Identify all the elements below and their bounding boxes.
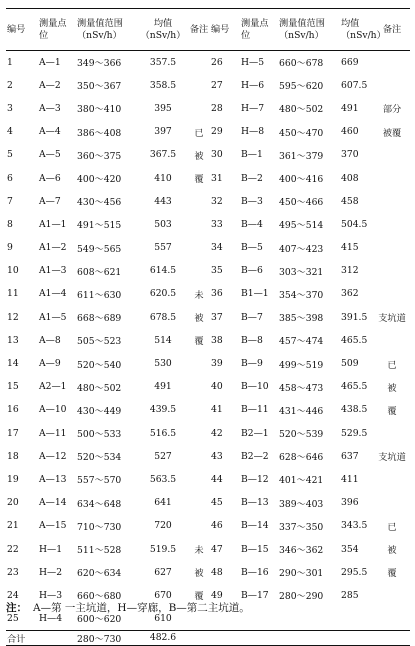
cell-point-left: A—13 [39,473,67,485]
cell-point-right: H—6 [241,79,265,91]
header-remark-right: 备注 [374,9,410,51]
cell-range-left: 660～680 [77,591,122,603]
cell-range-right: 520～539 [279,429,324,441]
cell-range-left: 500～533 [77,429,122,441]
cell-mean-left: 530 [154,358,172,370]
cell-no-right: 32 [211,195,223,207]
cell-remark-left [188,190,210,213]
cell-mean-right: 465.5 [341,334,368,346]
cell-range-left: 520～540 [77,359,122,371]
cell-range-right [278,607,340,630]
cell-point-right: B—8 [241,334,263,346]
cell-range-left: 386～408 [77,127,122,139]
cell-remark-left [188,236,210,259]
table-row [6,352,410,375]
cell-range-left: 668～689 [77,313,122,325]
cell-mean-right: 391.5 [341,311,368,323]
cell-point-left: A1—5 [39,311,67,323]
cell-mean-right: 607.5 [341,79,368,91]
footnote-label: 注： [6,602,27,614]
cell-range-left: 430～456 [77,197,122,209]
total-range: 280～730 [76,630,138,645]
cell-remark-right [374,259,410,282]
cell-no-right: 43 [211,450,223,462]
cell-remark-left: 被 [194,568,204,580]
cell-mean-right: 415 [341,242,359,254]
cell-point-right: B—7 [241,311,263,323]
cell-no-right: 38 [211,334,223,346]
cell-remark-left: 未 [194,289,204,301]
cell-range-left: 505～523 [77,336,122,348]
cell-point-left: A—1 [39,56,61,68]
cell-range-right: 595～620 [279,81,324,93]
cell-remark-left: 未 [194,545,204,557]
cell-point-left: A—3 [39,102,61,114]
cell-range-right: 495～514 [279,220,324,232]
cell-mean-left: 563.5 [149,473,177,485]
cell-point-right: B—11 [241,404,269,416]
cell-remark-left: 覆 [194,174,204,186]
cell-mean-left: 614.5 [149,265,177,277]
cell-mean-right: 460 [341,126,359,138]
cell-mean-left: 410 [154,172,172,184]
cell-no-left: 14 [7,358,19,370]
cell-mean-left: 503 [154,218,172,230]
cell-no-left: 16 [7,404,19,416]
measurement-table [6,8,410,646]
cell-range-right: 290～301 [279,568,324,580]
cell-range-right: 385～398 [279,313,324,325]
footnote-text: A—第 一主坑道，H—穿廊，B—第二主坑道。 [33,602,250,614]
cell-remark-left [188,514,210,537]
header-no-right: 编号 [210,9,240,51]
cell-remark-left [188,445,210,468]
cell-mean-right: 408 [341,172,359,184]
cell-remark-right [374,282,410,305]
cell-no-right: 27 [211,79,223,91]
cell-mean-right: 411 [341,473,359,485]
table-row [6,143,410,166]
cell-no-right: 46 [211,520,223,532]
cell-remark-right: 覆 [387,405,397,417]
cell-mean-right: 295.5 [341,566,368,578]
table-row [6,468,410,491]
cell-mean-right [340,607,374,630]
cell-point-right: B—6 [241,265,263,277]
cell-point-left: A—9 [39,358,61,370]
cell-range-right: 450～466 [279,197,324,209]
cell-point-right: B—2 [241,172,263,184]
cell-mean-left: 491 [154,381,172,393]
table-header-row [6,9,410,51]
table-row [6,329,410,352]
cell-mean-left: 641 [154,497,172,509]
total-empty-cell [210,630,240,645]
cell-point-left: A—2 [39,79,61,91]
total-empty-cell [240,630,278,645]
cell-remark-left: 覆 [194,591,204,603]
cell-no-left: 19 [7,473,19,485]
cell-remark-right [374,236,410,259]
header-remark-left: 备注 [188,9,210,51]
table-row [6,537,410,560]
cell-no-left: 13 [7,334,19,346]
cell-mean-right: 509 [341,358,359,370]
cell-mean-right: 362 [341,288,359,300]
cell-range-left: 480～502 [77,382,122,394]
cell-mean-left: 516.5 [149,427,177,439]
cell-remark-right: 支坑道 [378,313,406,325]
cell-range-left: 520～534 [77,452,122,464]
cell-range-left: 557～570 [77,475,122,487]
cell-range-left: 380～410 [77,104,122,116]
cell-mean-right: 637 [341,450,359,462]
table-row [6,561,410,584]
cell-mean-right: 370 [341,149,359,161]
cell-point-right: B—17 [241,589,269,601]
cell-point-left: A—5 [39,149,61,161]
cell-range-right: 401～421 [279,475,324,487]
table-row [6,398,410,421]
cell-range-right: 458～473 [279,382,324,394]
cell-no-right: 28 [211,102,223,114]
cell-remark-right [374,213,410,236]
cell-range-right: 407～423 [279,243,324,255]
cell-no-left: 21 [7,520,19,532]
cell-remark-right: 已 [387,359,397,371]
cell-remark-right: 已 [387,521,397,533]
data-table-container [6,8,410,646]
cell-point-right: B2—2 [241,450,269,462]
cell-remark-right [374,74,410,97]
cell-mean-left: 620.5 [149,288,177,300]
cell-no-left: 2 [7,79,13,91]
cell-point-left: A—10 [39,404,67,416]
cell-no-right: 41 [211,404,223,416]
cell-no-left: 3 [7,102,13,114]
cell-remark-right [374,468,410,491]
cell-mean-right: 669 [341,56,359,68]
cell-no-right: 29 [211,126,223,138]
total-empty-cell [278,630,340,645]
cell-no-right: 44 [211,473,223,485]
cell-point-left: A—6 [39,172,61,184]
table-row [6,190,410,213]
cell-mean-left: 678.5 [149,311,177,323]
cell-no-left: 24 [7,589,19,601]
cell-remark-left [188,97,210,120]
total-label: 合计 [6,630,76,645]
table-row [6,166,410,189]
cell-no-right: 35 [211,265,223,277]
cell-range-right: 337～350 [279,521,324,533]
cell-range-left: 608～621 [77,266,122,278]
cell-point-left: A—8 [39,334,61,346]
cell-mean-right: 343.5 [341,520,368,532]
cell-point-right: B—13 [241,497,269,509]
header-point-right: 测量点位 [240,9,278,51]
cell-no-left: 25 [7,612,19,624]
cell-range-right: 457～474 [279,336,324,348]
cell-remark-right: 被覆 [382,127,402,139]
cell-no-left: 23 [7,566,19,578]
cell-point-right: H—8 [241,126,265,138]
cell-no-right: 40 [211,381,223,393]
table-row [6,74,410,97]
cell-point-left: A—4 [39,126,61,138]
cell-no-left: 15 [7,381,19,393]
cell-remark-left [188,375,210,398]
cell-range-left: 600～620 [77,614,122,626]
cell-range-right: 361～379 [279,150,324,162]
cell-point-right: B—15 [241,543,269,555]
cell-range-left: 400～420 [77,174,122,186]
cell-point-right: B—3 [241,195,263,207]
table-row [6,445,410,468]
cell-mean-left: 514 [154,334,172,346]
cell-remark-left [188,422,210,445]
cell-no-left: 4 [7,126,13,138]
cell-remark-left: 被 [194,313,204,325]
cell-range-right: 450～470 [279,127,324,139]
cell-range-right: 280～290 [279,591,324,603]
table-footnote [6,600,250,615]
cell-mean-left: 439.5 [149,404,177,416]
cell-mean-left: 357.5 [149,56,177,68]
cell-remark-left [188,259,210,282]
header-range-left: 测量值范围（nSv/h） [76,9,138,51]
cell-mean-left: 395 [154,102,172,114]
table-row [6,514,410,537]
cell-remark-left [188,213,210,236]
cell-mean-right: 438.5 [341,404,368,416]
cell-point-left: A1—1 [39,218,67,230]
cell-no-right: 48 [211,566,223,578]
cell-no-left: 17 [7,427,19,439]
cell-point-left: A1—3 [39,265,67,277]
cell-remark-right [374,190,410,213]
cell-point-right: B—16 [241,566,269,578]
cell-range-left: 620～634 [77,568,122,580]
total-mean: 482.6 [138,630,188,645]
cell-mean-right: 312 [341,265,359,277]
cell-no-right: 39 [211,358,223,370]
table-row [6,213,410,236]
cell-remark-left [188,74,210,97]
cell-no-left: 22 [7,543,19,555]
cell-point-right: B—5 [241,242,263,254]
cell-remark-right [374,51,410,74]
cell-range-left: 511～528 [77,545,122,557]
header-mean-left: 均值（nSv/h） [138,9,188,51]
cell-mean-right: 465.5 [341,381,368,393]
cell-point-left: H—1 [39,543,63,555]
cell-mean-left: 670 [154,589,172,601]
cell-no-right: 26 [211,56,223,68]
cell-range-right: 480～502 [279,104,324,116]
total-empty-cell [188,630,210,645]
cell-point-left: A1—4 [39,288,67,300]
table-row [6,236,410,259]
cell-mean-right: 396 [341,497,359,509]
cell-range-right: 303～321 [279,266,324,278]
cell-no-left: 7 [7,195,13,207]
cell-mean-right: 458 [341,195,359,207]
cell-no-left: 6 [7,172,13,184]
cell-range-left: 360～375 [77,150,122,162]
cell-remark-left: 已 [194,127,204,139]
cell-range-right: 346～362 [279,545,324,557]
table-row [6,306,410,329]
table-row [6,51,410,74]
cell-no-left: 9 [7,242,13,254]
cell-point-left: H—4 [39,612,63,624]
cell-remark-right [374,607,410,630]
cell-range-left: 349～366 [77,58,122,70]
cell-no-left: 20 [7,497,19,509]
table-body [6,51,410,631]
cell-point-left: H—2 [39,566,63,578]
table-row [6,375,410,398]
cell-mean-right: 504.5 [341,218,368,230]
cell-mean-left: 627 [154,566,172,578]
cell-point-left: A—15 [39,520,67,532]
cell-no-right: 47 [211,543,223,555]
cell-no-right: 36 [211,288,223,300]
cell-point-left: H—3 [39,589,63,601]
cell-remark-right: 覆 [387,568,397,580]
cell-range-left: 350～367 [77,81,122,93]
total-empty-cell [340,630,374,645]
cell-no-right: 30 [211,149,223,161]
cell-no-right: 49 [211,589,223,601]
cell-range-left: 710～730 [77,521,122,533]
cell-point-right: B—14 [241,520,269,532]
table-row [6,259,410,282]
cell-mean-left: 557 [154,242,172,254]
cell-range-left: 549～565 [77,243,122,255]
cell-range-right: 499～519 [279,359,324,371]
cell-remark-left [188,468,210,491]
cell-point-right: B—9 [241,358,263,370]
cell-point-left: A1—2 [39,242,67,254]
cell-mean-left: 610 [154,612,172,624]
cell-range-left: 491～515 [77,220,122,232]
cell-mean-left: 367.5 [149,149,177,161]
cell-no-left: 11 [7,288,19,300]
cell-point-right: H—5 [241,56,265,68]
cell-no-right: 34 [211,242,223,254]
cell-point-right: B—1 [241,149,263,161]
cell-point-right: B2—1 [241,427,269,439]
cell-point-right: H—7 [241,102,265,114]
cell-point-left: A—12 [39,450,67,462]
table-row [6,120,410,143]
cell-remark-right [374,491,410,514]
cell-remark-right: 被 [387,545,397,557]
cell-no-right: 45 [211,497,223,509]
cell-mean-right: 285 [341,589,359,601]
cell-range-left: 430～449 [77,405,122,417]
cell-no-left: 5 [7,149,13,161]
cell-remark-left: 覆 [194,336,204,348]
cell-remark-right [374,143,410,166]
total-empty-cell [374,630,410,645]
cell-remark-left [188,51,210,74]
cell-remark-left [188,398,210,421]
cell-no-left: 18 [7,450,19,462]
table-row [6,422,410,445]
cell-mean-left: 397 [154,126,172,138]
cell-no-right: 37 [211,311,223,323]
header-point-left: 测量点位 [38,9,76,51]
cell-range-right: 400～416 [279,174,324,186]
cell-mean-left: 358.5 [149,79,177,91]
table-row [6,282,410,305]
cell-mean-right: 354 [341,543,359,555]
header-no-left: 编号 [6,9,38,51]
cell-range-right: 431～446 [279,405,324,417]
cell-remark-right: 被 [387,382,397,394]
total-row [6,630,410,645]
cell-point-right: B—10 [241,381,269,393]
cell-range-right: 628～646 [279,452,324,464]
cell-no-right: 31 [211,172,223,184]
cell-point-left: A—14 [39,497,67,509]
header-mean-right: 均值（nSv/h） [340,9,374,51]
cell-remark-right [374,329,410,352]
cell-point-right: B—4 [241,218,263,230]
header-range-right: 测量值范围（nSv/h） [278,9,340,51]
cell-mean-left: 443 [154,195,172,207]
cell-no-right: 42 [211,427,223,439]
table-row [6,97,410,120]
cell-remark-left: 被 [194,150,204,162]
cell-no-left: 10 [7,265,19,277]
cell-point-left: A—7 [39,195,61,207]
cell-point-right: B1—1 [241,288,269,300]
cell-mean-right: 491 [341,102,359,114]
cell-no-right: 33 [211,218,223,230]
cell-no-left: 12 [7,311,19,323]
cell-point-right: B—12 [241,473,269,485]
cell-remark-left [188,491,210,514]
cell-remark-right: 支坑道 [378,452,406,464]
cell-range-right: 389～403 [279,498,324,510]
cell-no-left: 8 [7,218,13,230]
cell-range-right: 354～370 [279,289,324,301]
cell-range-left: 634～648 [77,498,122,510]
cell-range-left: 611～630 [77,289,122,301]
cell-remark-right: 部分 [382,104,402,116]
cell-mean-right: 529.5 [341,427,368,439]
cell-point-left: A2—1 [39,381,67,393]
cell-mean-left: 527 [154,450,172,462]
cell-mean-left: 519.5 [149,543,177,555]
cell-mean-left: 720 [154,520,172,532]
cell-range-right: 660～678 [279,58,324,70]
table-row [6,491,410,514]
cell-remark-left [188,352,210,375]
cell-no-left: 1 [7,56,13,68]
cell-remark-right [374,584,410,607]
cell-remark-right [374,166,410,189]
cell-point-left: A—11 [39,427,67,439]
cell-remark-right [374,422,410,445]
